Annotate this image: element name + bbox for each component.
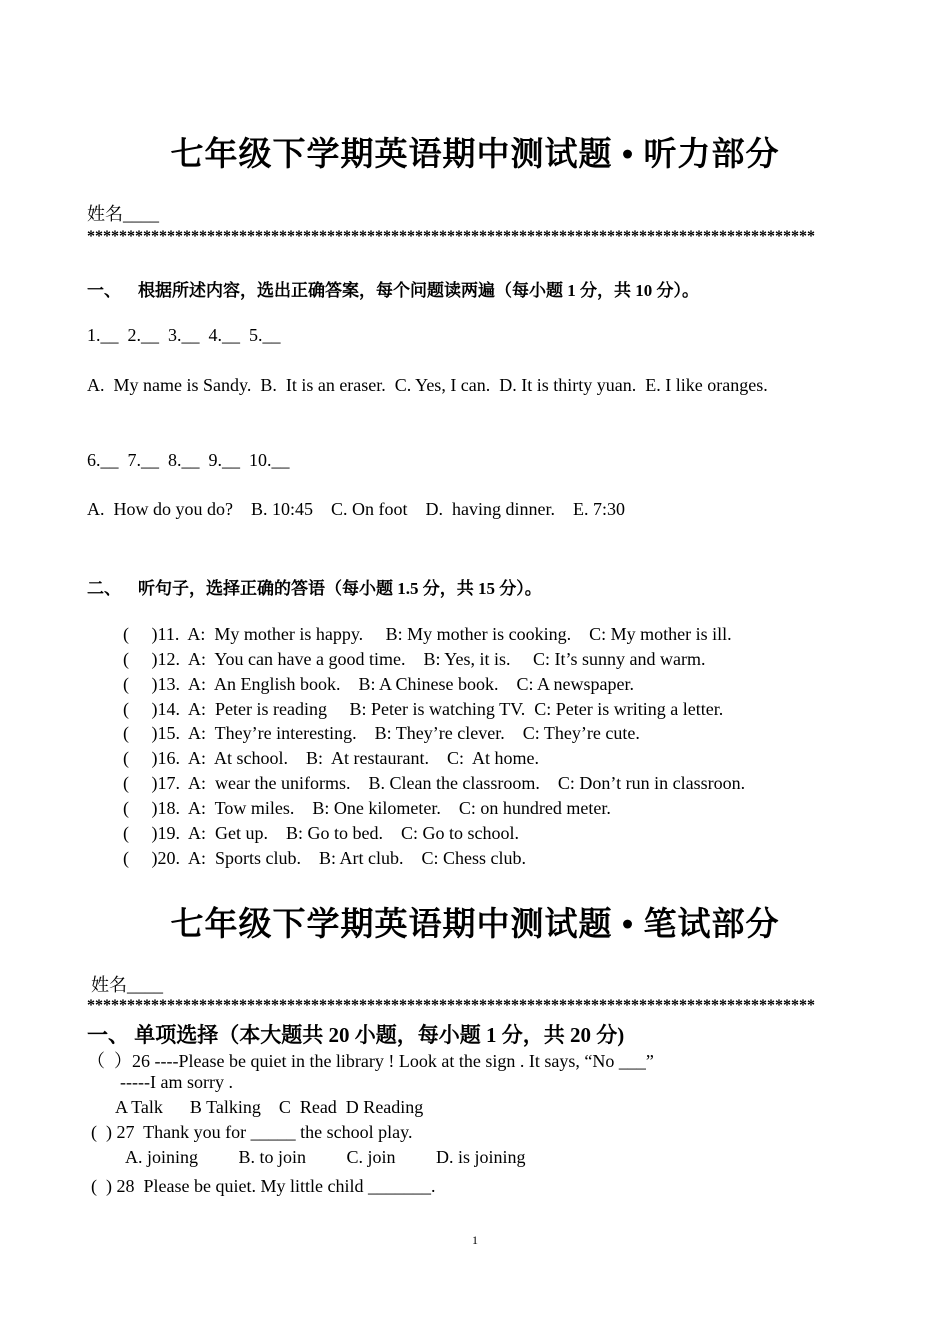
question-26: （ ）26 ----Please be quiet in the library ! Look at the sign . It says, “No ___” [87,1051,654,1071]
question-12: ( )12. A: You can have a good time. B: Yes, it is. C: It’s sunny and warm. [123,649,706,669]
listening-section1-heading: 一、 根据所述内容，选出正确答案，每个问题读两遍（每小题 1 分，共 10 分）。 [87,281,699,300]
listening-section2-heading: 二、 听句子，选择正确的答语（每小题 1.5 分，共 15 分）。 [87,579,542,598]
question-16: ( )16. A: At school. B: At restaurant. C: At home. [123,748,539,768]
question-27: ( ) 27 Thank you for _____ the school play. [91,1122,413,1142]
listening-stars-divider: ******************************************************************************************* [87,228,815,245]
question-19: ( )19. A: Get up. B: Go to bed. C: Go to school. [123,823,519,843]
listening-blanks-1-5: 1.__ 2.__ 3.__ 4.__ 5.__ [87,325,281,345]
question-13: ( )13. A: An English book. B: A Chinese book. C: A newspaper. [123,674,635,694]
question-18: ( )18. A: Tow miles. B: One kilometer. C: on hundred meter. [123,798,611,818]
written-title: 七年级下学期英语期中测试题 • 笔试部分 [170,907,780,943]
question-15: ( )15. A: They’re interesting. B: They’re clever. C: They’re cute. [123,723,640,743]
written-name-label: 姓名____ [91,975,163,995]
listening-name-label: 姓名____ [87,204,159,224]
question-28: ( ) 28 Please be quiet. My little child _______. [91,1176,436,1196]
listening-options-6-10: A. How do you do? B. 10:45 C. On foot D. having dinner. E. 7:30 [87,499,625,519]
page-number: 1 [472,1233,478,1247]
question-17: ( )17. A: wear the uniforms. B. Clean the classroom. C: Don’t run in classroon. [123,773,746,793]
question-27-options: A. joining B. to join C. join D. is joining [125,1147,526,1167]
question-20: ( )20. A: Sports club. B: Art club. C: Chess club. [123,848,526,868]
question-26-options: A Talk B Talking C Read D Reading [115,1097,424,1117]
written-section1-heading: 一、 单项选择（本大题共 20 小题，每小题 1 分，共 20 分) [87,1023,625,1047]
listening-title: 七年级下学期英语期中测试题 • 听力部分 [170,137,780,173]
listening-blanks-6-10: 6.__ 7.__ 8.__ 9.__ 10.__ [87,450,290,470]
question-14: ( )14. A: Peter is reading B: Peter is watching TV. C: Peter is writing a letter. [123,699,724,719]
listening-options-1-5: A. My name is Sandy. B. It is an eraser. C. Yes, I can. D. It is thirty yuan. E. I like oranges. [87,375,768,395]
question-11: ( )11. A: My mother is happy. B: My mother is cooking. C: My mother is ill. [123,624,732,644]
written-stars-divider: ******************************************************************************************* [87,997,815,1014]
question-26-dialogue: -----I am sorry . [120,1072,233,1092]
